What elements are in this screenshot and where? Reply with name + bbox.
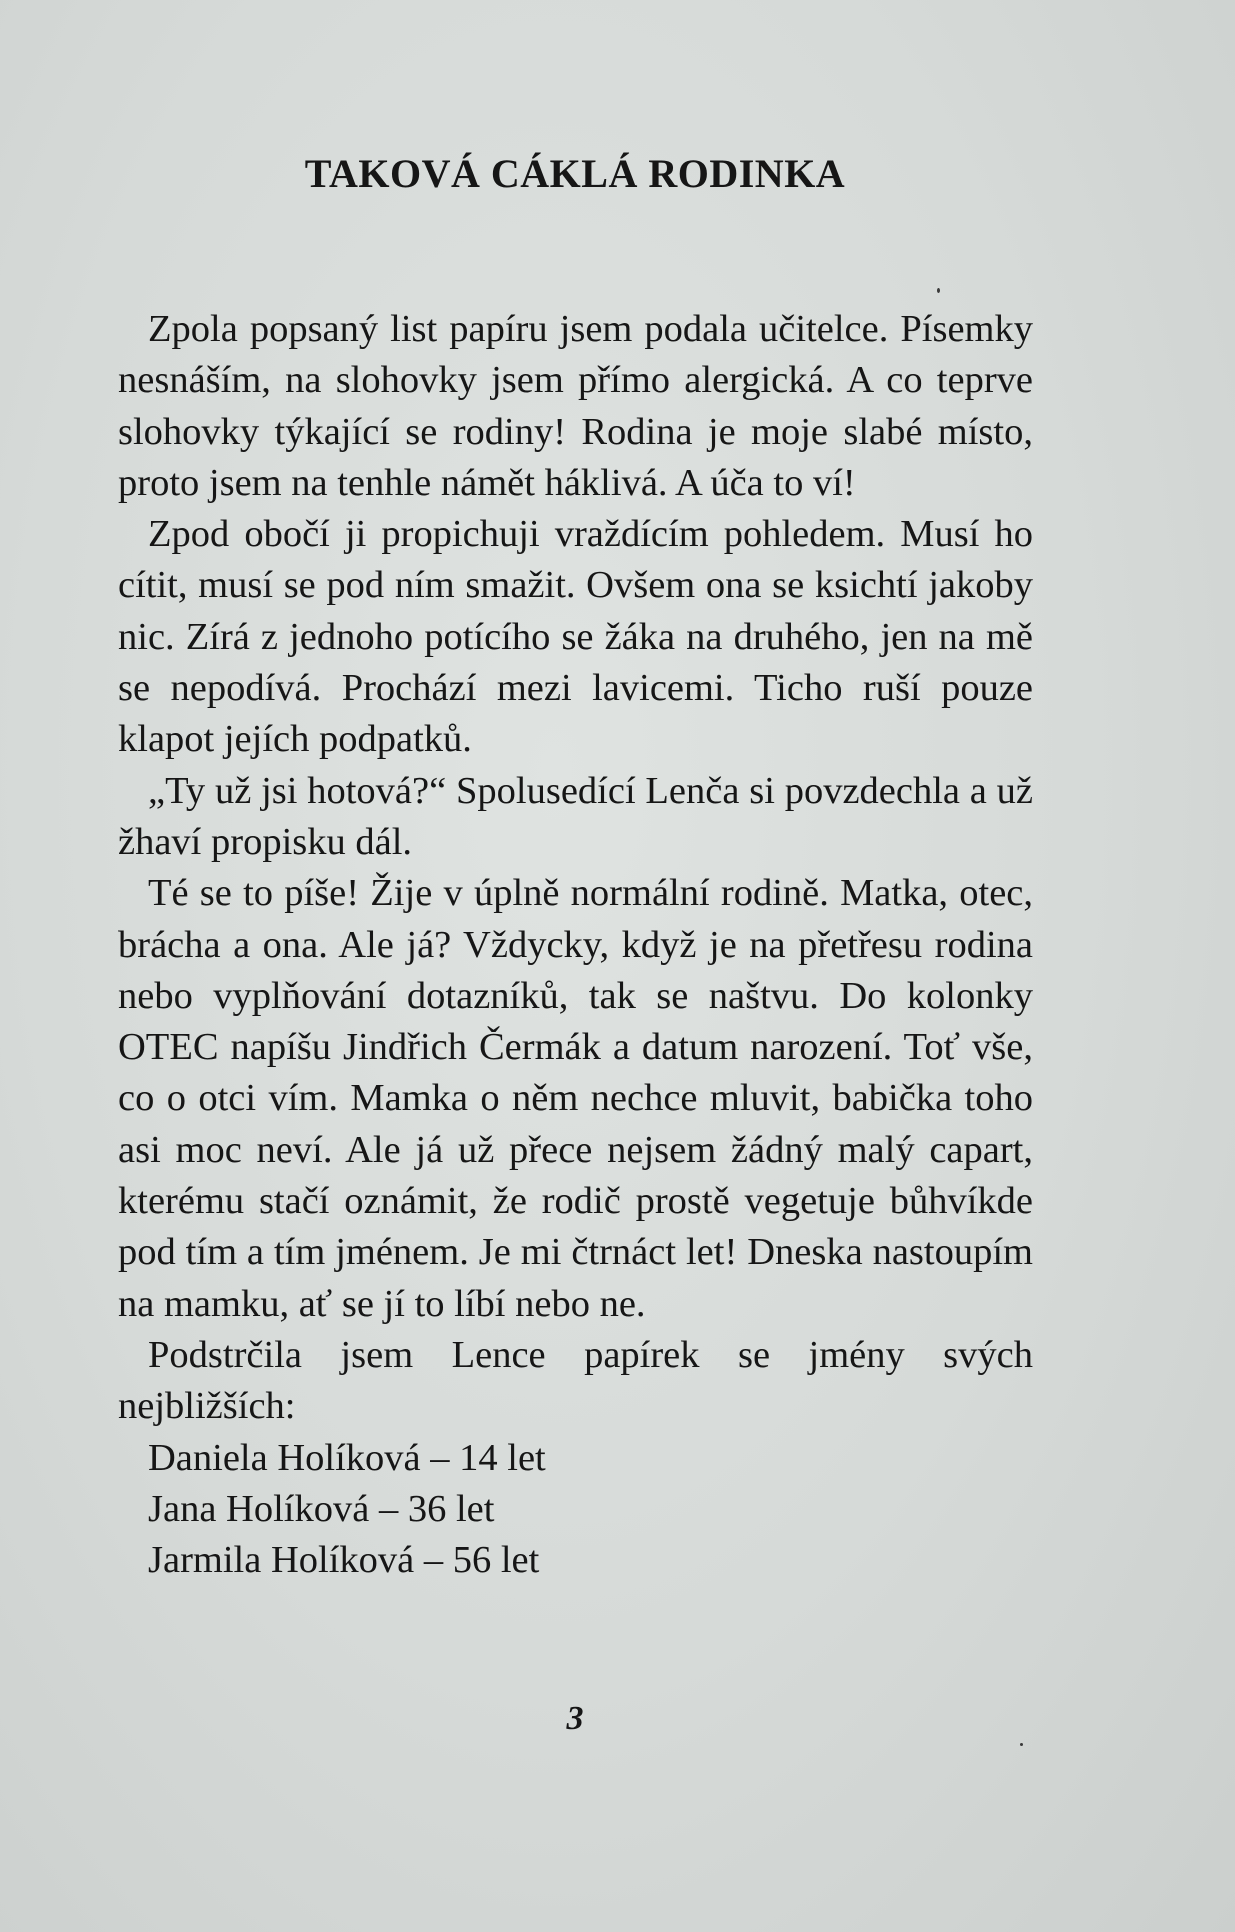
paragraph: Té se to píše! Žije v úplně normální rodině. Matka, otec, brácha a ona. Ale já? Vždycky, když je na přetřesu rodina nebo vyplňování dotazníků, tak se naštvu. Do kolonky OTEC napíšu Jindřich Čermák a datum narození. Toť vše, co o otci vím. Mamka o něm nechce mluvit, babička toho asi moc neví. Ale já už přece nejsem žádný malý capart, kterému stačí oznámit, že rodič prostě vegetuje bůhvíkde pod tím a tím jménem. Je mi čtrnáct let! Dneska nastoupím na mamku, ať se jí to líbí nebo ne. [118, 872, 1033, 1325]
paragraph: „Ty už jsi hotová?“ Spolusedící Lenča si povzdechla a už žhaví propisku dál. [118, 769, 1033, 863]
chapter-title: TAKOVÁ CÁKLÁ RODINKA [304, 151, 846, 196]
paper-speck [1020, 1743, 1023, 1746]
paragraph: Zpola popsaný list papíru jsem podala učitelce. Písemky nesnáším, na slohovky jsem přímo alergická. A co teprve slohovky týkající se rodiny! Rodina je moje slabé místo, proto jsem na tenhle námět háklivá. A úča to ví! [118, 308, 1033, 504]
names-list [118, 1433, 1033, 1587]
paragraph: Zpod obočí ji propichuji vraždícím pohledem. Musí ho cítit, musí se pod ním smažit. Ovšem ona se ksichtí jakoby nic. Zírá z jednoho potícího se žáka na druhého, jen na mě se nepodívá. Prochází mezi lavicemi. Ticho ruší pouze klapot jejích podpatků. [118, 513, 1033, 761]
body-text [118, 304, 1033, 1586]
list-item: Daniela Holíková – 14 let [148, 1436, 546, 1479]
list-item: Jana Holíková – 36 let [148, 1487, 495, 1530]
paragraph: Podstrčila jsem Lence papírek se jmény svých nejbližších: [118, 1333, 1033, 1428]
paper-speck [937, 288, 940, 293]
list-item: Jarmila Holíková – 56 let [148, 1539, 540, 1582]
page-number: 3 [566, 1700, 584, 1737]
